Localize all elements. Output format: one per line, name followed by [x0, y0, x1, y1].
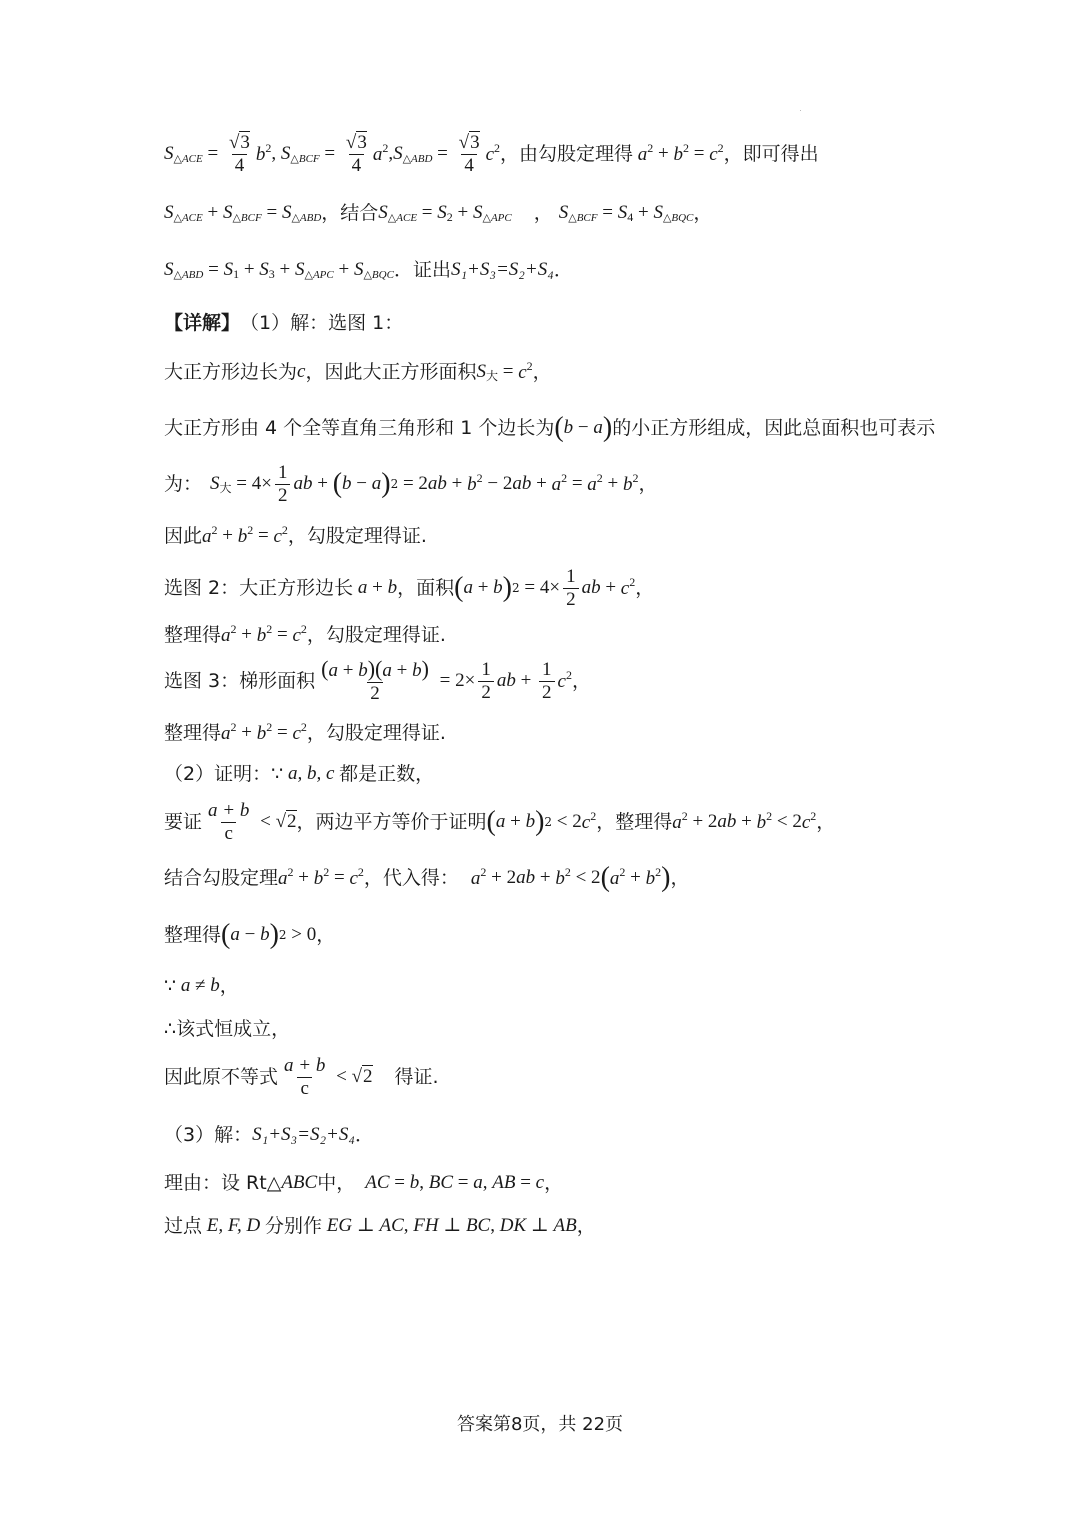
text: 大正方形边长为	[164, 360, 298, 383]
comma: ，	[316, 923, 336, 946]
comma: ，	[638, 472, 658, 495]
para-a-neq-b: ∵ a ≠ b ，	[164, 975, 239, 997]
text: ，勾股定理得证.	[287, 524, 427, 547]
area-sum-line: $S_{\triangle ACE}$ + $S_{\triangle BCF}$ = $S_{\triangle ABD}$ ，结合 $S_{\triangle ACE}$ = $S_2$ + $S_{\triangle APC}$ ， $S_{\triangle BCF}$ = $S_4$ + $S_{\triangle BQC}$ ，	[164, 202, 713, 225]
para-inequality-proven: 因此原不等式 $\frac{a + b}{c}$ < √2 得证.	[164, 1055, 439, 1099]
part1-label: （1）解：选图 1：	[240, 312, 404, 334]
text-conclude: ，即可得出	[723, 142, 819, 165]
comma: ，	[533, 202, 553, 225]
text: ，代入得：	[363, 866, 459, 889]
detail-bracket: 【详解】	[164, 312, 241, 334]
text: 因此	[164, 524, 203, 547]
comma: ，	[576, 1215, 596, 1237]
text-prove: ．证出	[393, 259, 451, 282]
text: 理由：设 Rt△	[164, 1172, 282, 1194]
text: 整理得	[164, 923, 222, 946]
text: 选图 3：梯形面积	[164, 669, 316, 692]
text-combine: ，结合	[321, 202, 379, 225]
para-proof3: 整理得 $a^2$ + $b^2$ = $c^2$ ，勾股定理得证.	[164, 720, 446, 744]
para-to-prove: 要证 $\frac{a + b}{c}$ < √2 ，两边平方等价于证明 ( a + b ) 2 < 2 $c^2$ ，整理得 $a^2$ + 2 ab + $b^2$ < 2 $c^2$ ，	[164, 800, 836, 844]
text: ，面积	[397, 576, 455, 599]
para-substitute: 结合勾股定理 $a^2$ + $b^2$ = $c^2$ ，代入得： $a^2$ + 2 ab + $b^2$ < 2 ( $a^2$ + $b^2$ ) ，	[164, 862, 690, 893]
para-side-c: 大正方形边长为 c ，因此大正方形面积 $S_大$ = $c^2$ ，	[164, 359, 552, 383]
para-reason: 理由：设 Rt△ ABC 中， AC = b , BC = a , AB = c ，	[164, 1172, 564, 1194]
text: 分别作	[265, 1215, 323, 1237]
comma: ，	[532, 360, 552, 383]
text: 因此原不等式	[164, 1065, 279, 1088]
text: ，两边平方等价于证明	[296, 810, 487, 833]
text: （2）证明：∵	[164, 763, 284, 785]
text-pythagoras: 由勾股定理得	[519, 142, 634, 165]
text: 大正方形由 4 个全等直角三角形和 1 个边长为	[164, 416, 555, 439]
area-formulas-line: $S_{\triangle ACE}$ = $\frac{√3}{4}$ $b^2$ , $S_{\triangle BCF}$ = $\frac{√3}{4}$ $a^2$ , $S_{\triangle ABD}$ = $\frac{√3}{4}$ $c^2$ ， 由勾股定理得 $a^2$ + $b^2$ = $c^2$ ，即可得出	[164, 132, 819, 176]
comma: ，	[500, 142, 520, 165]
para-part2: （2）证明：∵ a, b, c 都是正数，	[164, 763, 435, 785]
text: 整理得	[164, 623, 222, 646]
detail-heading	[164, 312, 403, 335]
text: （3）解：	[164, 1124, 253, 1146]
text: ，勾股定理得证.	[306, 721, 446, 744]
comma: ，	[544, 1172, 564, 1194]
text: 的小正方形组成，因此总面积也可表示	[612, 416, 936, 439]
scan-speck	[800, 110, 801, 111]
period: ．	[553, 259, 573, 282]
comma: ，	[693, 202, 713, 225]
para-perpendiculars: 过点 E, F, D 分别作 EG ⊥ AC , FH ⊥ BC , DK ⊥ AB ，	[164, 1215, 596, 1237]
comma: ，	[670, 866, 690, 889]
text: ∴该式恒成立，	[164, 1018, 291, 1040]
comma: ，	[219, 975, 239, 997]
period: ．	[354, 1124, 374, 1146]
para-composition: 大正方形由 4 个全等直角三角形和 1 个边长为 ( b − a ) 的小正方形组成，因此总面积也可表示	[164, 412, 936, 443]
para-part3	[164, 1124, 374, 1147]
para-fig2: 选图 2：大正方形边长 a + b ，面积 ( a + b ) 2 = 4× $\frac{1}{2}$ ab + $c^2$ ，	[164, 566, 655, 610]
text: ，勾股定理得证.	[306, 623, 446, 646]
text: 结合勾股定理	[164, 866, 279, 889]
text: 整理得	[164, 721, 222, 744]
para-fig3: 选图 3：梯形面积 $\frac{(a + b)(a + b)}{2}$ = 2× $\frac{1}{2}$ ab + $\frac{1}{2}$ $c^2$ ，	[164, 656, 591, 704]
text: 都是正数，	[339, 763, 435, 785]
s-equation: S₁+S₃=S₂+S₄	[450, 259, 554, 281]
text: 中，	[317, 1172, 356, 1194]
text: ，因此大正方形面积	[305, 360, 477, 383]
comma: ，	[816, 810, 836, 833]
comma: ，	[571, 669, 591, 692]
s-equation: S₁+S₃=S₂+S₄	[252, 1124, 355, 1145]
triangle-name: ABC	[281, 1172, 318, 1193]
para-proof2: 整理得 $a^2$ + $b^2$ = $c^2$ ，勾股定理得证.	[164, 622, 446, 646]
page-footer: 答案第8页，共 22页	[456, 1414, 624, 1435]
text: 选图 2：大正方形边长	[164, 576, 354, 599]
para-holds	[164, 1018, 290, 1041]
para-square: 整理得 ( a − b ) 2 > 0 ，	[164, 919, 336, 950]
text: 要证	[164, 810, 203, 833]
para-area-expr: 为： $S_大$ = 4× $\frac{1}{2}$ ab + ( b − a ) 2 = 2 ab + $b^2$ − 2 ab + $a^2$ = $a^2$ + $b^2$ ，	[164, 462, 658, 506]
text: ，整理得	[596, 810, 673, 833]
para-proof1: 因此 $a^2$ + $b^2$ = $c^2$ ，勾股定理得证.	[164, 523, 427, 547]
because-symbol: ∵	[164, 975, 177, 997]
area-decomp-line: $S_{\triangle ABD}$ = $S_1$ + $S_3$ + $S_{\triangle APC}$ + $S_{\triangle BQC}$ ．证出 S₁+S₃=S₂+S₄ ．	[164, 259, 573, 282]
text: 过点	[164, 1215, 203, 1237]
text: 得证.	[394, 1065, 439, 1088]
text: 为：	[164, 472, 203, 495]
comma: ，	[635, 576, 655, 599]
